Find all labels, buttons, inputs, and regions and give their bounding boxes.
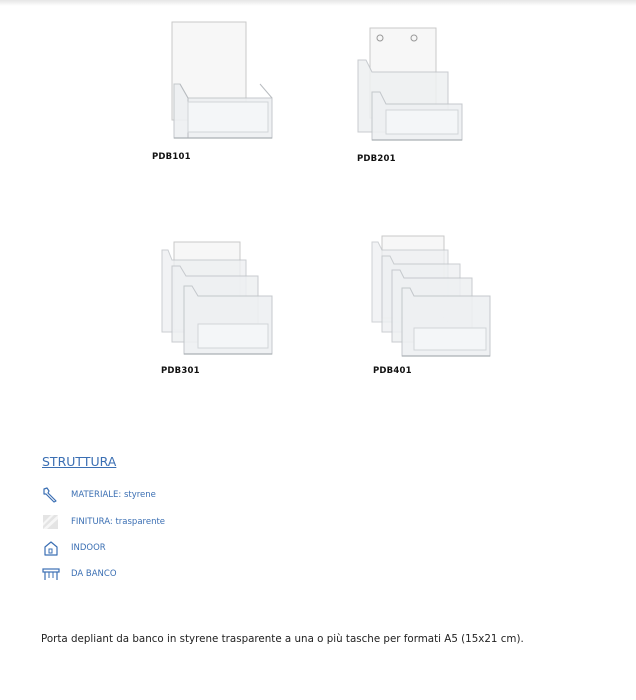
wrench-icon <box>42 487 60 503</box>
product-code: PDB201 <box>357 154 396 164</box>
feature-label: INDOOR <box>71 543 106 553</box>
product-pdb101 <box>160 18 280 146</box>
product-pdb401 <box>368 232 500 364</box>
product-code: PDB101 <box>152 152 191 162</box>
product-description: Porta depliant da banco in styrene trasparente a una o più tasche per formati A5 (15x21 cm). <box>41 633 524 645</box>
indoor-house-icon <box>42 540 60 556</box>
feature-label: MATERIALE: styrene <box>71 490 156 500</box>
product-code: PDB301 <box>161 366 200 376</box>
product-image-pdb201 <box>350 22 480 150</box>
page-top-edge <box>0 0 636 6</box>
section-title-struttura[interactable]: STRUTTURA <box>42 454 117 469</box>
product-pdb201 <box>350 22 480 150</box>
feature-label: DA BANCO <box>71 569 117 579</box>
transparent-swatch-icon <box>42 514 60 530</box>
product-pdb301 <box>156 236 286 364</box>
feature-label: FINITURA: trasparente <box>71 517 166 527</box>
product-code: PDB401 <box>373 366 412 376</box>
product-image-pdb301 <box>156 236 286 364</box>
desk-stand-icon <box>42 566 60 582</box>
product-image-pdb401 <box>368 232 500 364</box>
product-image-pdb101 <box>160 18 280 146</box>
